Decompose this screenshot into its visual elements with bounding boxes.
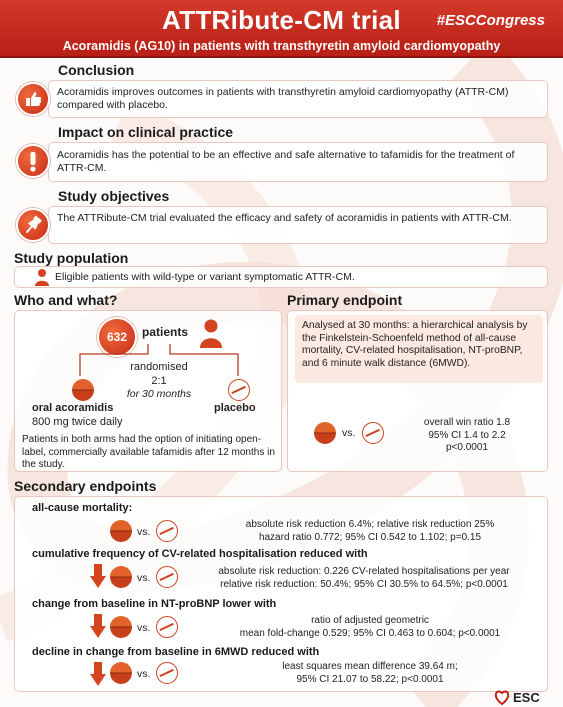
endpoint-result xyxy=(200,519,540,544)
patient-count-badge: 632 xyxy=(97,317,137,357)
person-icon xyxy=(34,268,50,286)
who-heading: Who and what? xyxy=(14,292,118,308)
endpoint-result xyxy=(200,615,540,640)
result-line: relative risk reduction: 50.4%; 95% CI 30.5% to 64.5%; p<0.0001 xyxy=(220,578,508,590)
acoramidis-pill-icon xyxy=(110,616,132,638)
primary-vs: vs. xyxy=(342,427,356,439)
objectives-heading: Study objectives xyxy=(58,188,170,204)
impact-text: Acoramidis has the potential to be an effective and safe alternative to tafamidis for the treatment of ATTR-CM. xyxy=(57,149,515,174)
population-box xyxy=(14,266,548,288)
endpoint-result xyxy=(200,661,540,686)
endpoint-result xyxy=(186,566,542,591)
acoramidis-pill-icon xyxy=(72,379,94,401)
pin-icon xyxy=(16,208,50,242)
arm1-dose: 800 mg twice daily xyxy=(32,416,123,428)
who-note: Patients in both arms had the option of initiating open-label, commercially available tafamidis after 12 months in the study. xyxy=(22,434,275,470)
placebo-pill-icon xyxy=(156,520,178,542)
arm1-name: oral acoramidis xyxy=(32,402,114,414)
win-ratio: overall win ratio 1.8 xyxy=(423,417,511,428)
page-subtitle: Acoramidis (AG10) in patients with transthyretin amyloid cardiomyopathy xyxy=(62,39,501,53)
population-heading: Study population xyxy=(14,250,129,266)
primary-heading: Primary endpoint xyxy=(287,292,403,308)
impact-box xyxy=(48,142,548,182)
patients-label: patients xyxy=(142,325,189,339)
header-banner xyxy=(0,0,563,58)
vs-label: vs. xyxy=(137,668,151,680)
objectives-text: The ATTRibute-CM trial evaluated the efficacy and safety of acoramidis in patients with ATTR-CM. xyxy=(57,212,512,224)
placebo-pill-icon xyxy=(156,662,178,684)
trial-duration: for 30 months xyxy=(126,388,192,400)
vs-label: vs. xyxy=(137,526,151,538)
hashtag: #ESCCongress xyxy=(436,12,545,29)
heart-icon xyxy=(494,690,510,705)
thumbs-up-icon xyxy=(16,82,50,116)
randomised-label: randomised xyxy=(130,361,188,373)
acoramidis-pill-icon xyxy=(110,520,132,542)
conclusion-text: Acoramidis improves outcomes in patients with transthyretin amyloid cardiomyopathy (ATTR-CM) compared with placebo. xyxy=(57,86,509,111)
result-line: ratio of adjusted geometric xyxy=(311,615,429,626)
result-line: mean fold-change 0.529; 95% CI 0.463 to 0.604; p<0.0001 xyxy=(239,627,501,639)
vs-label: vs. xyxy=(137,622,151,634)
impact-heading: Impact on clinical practice xyxy=(58,124,234,140)
esc-logo-text: ESC xyxy=(513,689,540,705)
result-line: absolute risk reduction 6.4%; relative risk reduction 25% xyxy=(245,519,495,530)
win-ratio-ci: 95% CI 1.4 to 2.2 xyxy=(428,429,506,441)
result-line: absolute risk reduction: 0.226 CV-related hospitalisations per year xyxy=(218,566,510,577)
arm2-name: placebo xyxy=(214,402,256,414)
randomisation-ratio: 2:1 xyxy=(151,375,167,387)
primary-description: Analysed at 30 months: a hierarchical analysis by the Finkelstein-Schoenfeld method of all-cause mortality, CV-related hospitalisation, NT-proBNP, and 6 minute walk distance (6MWD). xyxy=(295,315,543,383)
result-line: least squares mean difference 39.64 m; xyxy=(282,661,458,672)
placebo-pill-icon xyxy=(156,566,178,588)
down-arrow-icon xyxy=(90,564,106,588)
win-ratio-p: p<0.0001 xyxy=(446,442,488,453)
endpoint-title: all-cause mortality: xyxy=(32,502,133,514)
vs-label: vs. xyxy=(137,572,151,584)
endpoint-title: cumulative frequency of CV-related hospitalisation reduced with xyxy=(32,548,368,560)
placebo-pill-icon xyxy=(156,616,178,638)
endpoint-title: decline in change from baseline in 6MWD reduced with xyxy=(32,646,320,658)
acoramidis-pill-icon xyxy=(110,566,132,588)
objectives-box xyxy=(48,206,548,244)
down-arrow-icon xyxy=(90,614,106,638)
endpoint-title: change from baseline in NT-proBNP lower with xyxy=(32,598,277,610)
esc-logo xyxy=(494,688,540,706)
primary-acoramidis-pill-icon xyxy=(314,422,336,444)
placebo-pill-icon xyxy=(228,379,250,401)
conclusion-box xyxy=(48,80,548,118)
result-line: hazard ratio 0.772; 95% CI 0.542 to 1.102; p=0.15 xyxy=(258,531,482,543)
conclusion-heading: Conclusion xyxy=(58,62,135,78)
primary-result xyxy=(392,417,542,455)
secondary-heading: Secondary endpoints xyxy=(14,478,157,494)
down-arrow-icon xyxy=(90,662,106,686)
exclamation-icon xyxy=(16,144,50,178)
primary-placebo-pill-icon xyxy=(362,422,384,444)
page-title: ATTRibute-CM trial xyxy=(162,5,401,35)
population-text: Eligible patients with wild-type or variant symptomatic ATTR-CM. xyxy=(55,271,355,283)
result-line: 95% CI 21.07 to 58.22; p<0.0001 xyxy=(296,673,444,685)
acoramidis-pill-icon xyxy=(110,662,132,684)
